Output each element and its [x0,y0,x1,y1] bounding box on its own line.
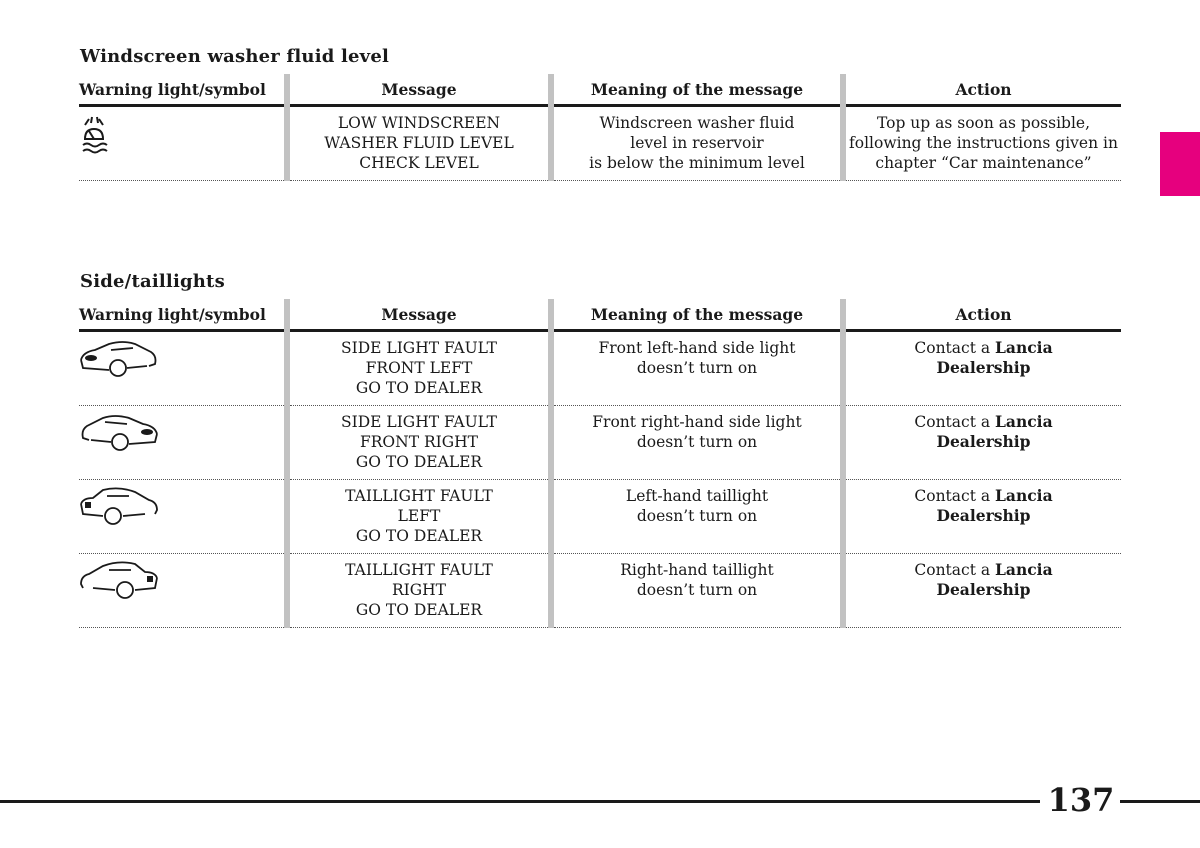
brand-name: Lancia [995,560,1053,579]
meaning-line: doesn’t turn on [636,507,758,525]
brand-name: Lancia [995,486,1053,505]
action-line: Dealership [936,432,1031,451]
column-header: Message [287,299,551,331]
footer-rule-left [0,800,1040,803]
column-header: Warning light/symbol [79,74,287,106]
message-line: GO TO DEALER [355,379,483,397]
meaning-line: Right-hand taillight [620,561,774,579]
action-line: chapter “Car maintenance” [875,154,1092,172]
table-row [79,331,1121,406]
column-header: Action [843,299,1121,331]
table-row [79,406,1121,480]
message-line: CHECK LEVEL [359,154,479,172]
page-number: 137 [1047,781,1115,819]
meaning-line: doesn’t turn on [636,359,758,377]
table-header-row [79,299,1121,331]
column-header: Message [287,74,551,106]
table-row [79,480,1121,554]
action-line: Contact a Lancia [914,486,1053,505]
car-rear-left-light-icon [79,486,284,526]
car-front-left-light-icon [79,338,284,378]
action-line: Contact a Lancia [914,338,1053,357]
action-line: Dealership [936,506,1031,525]
chapter-tab-marker [1160,132,1200,196]
action-line: Contact a Lancia [914,560,1053,579]
action-line: Dealership [936,358,1031,377]
meaning-line: doesn’t turn on [636,581,758,599]
brand-name: Lancia [995,338,1053,357]
meaning-line: Front right-hand side light [592,413,802,431]
column-header: Meaning of the message [551,299,843,331]
meaning-line: is below the minimum level [589,154,805,172]
lights-table [79,299,1121,628]
message-line: SIDE LIGHT FAULT [340,339,498,357]
table-row [79,106,1121,181]
message-line: FRONT LEFT [365,359,473,377]
action-line: Top up as soon as possible, [876,114,1091,132]
action-line: following the instructions given in [849,134,1118,152]
table-row [79,554,1121,628]
action-line: Dealership [936,580,1031,599]
footer-rule-right [1120,800,1200,803]
table-header-row [79,74,1121,106]
action-line: Contact a Lancia [914,412,1053,431]
message-line: LOW WINDSCREEN [337,114,501,132]
brand-name: Lancia [995,412,1053,431]
section-title-washer: Windscreen washer fluid level [80,46,390,67]
message-line: FRONT RIGHT [360,433,478,451]
meaning-line: level in reservoir [630,134,764,152]
message-line: RIGHT [391,581,447,599]
column-header: Action [843,74,1121,106]
meaning-line: Windscreen washer fluid [599,114,795,132]
meaning-line: Front left-hand side light [598,339,796,357]
message-line: WASHER FLUID LEVEL [324,134,514,152]
message-line: TAILLIGHT FAULT [345,487,493,505]
message-line: TAILLIGHT FAULT [345,561,493,579]
column-header: Meaning of the message [551,74,843,106]
meaning-line: doesn’t turn on [636,433,758,451]
message-line: GO TO DEALER [355,527,483,545]
windscreen-washer-icon [79,113,284,165]
column-header: Warning light/symbol [79,299,287,331]
message-line: GO TO DEALER [355,601,483,619]
meaning-line: Left-hand taillight [625,487,769,505]
car-rear-right-light-icon [79,560,284,600]
message-line: LEFT [397,507,441,525]
message-line: GO TO DEALER [355,453,483,471]
washer-table [79,74,1121,181]
message-line: SIDE LIGHT FAULT [340,413,498,431]
car-front-right-light-icon [79,412,284,452]
section-title-lights: Side/taillights [80,271,225,292]
